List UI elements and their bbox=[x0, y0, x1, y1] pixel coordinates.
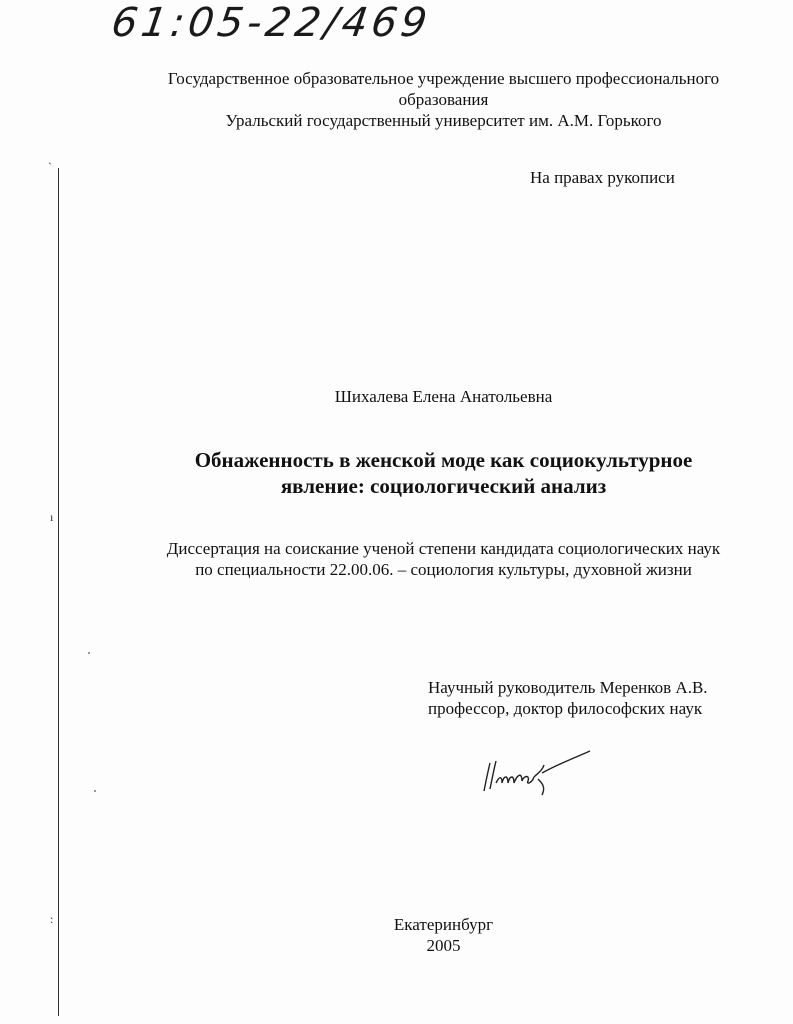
dissertation-description bbox=[47, 538, 793, 580]
author-name-block bbox=[47, 386, 793, 407]
margin-mark-middle: ı bbox=[50, 510, 54, 524]
scan-speck bbox=[94, 790, 96, 792]
dissertation-line-1: Диссертация на соискание ученой степени кандидата социологических наук bbox=[166, 539, 721, 558]
place-and-year bbox=[47, 914, 793, 956]
institution-line-1: Государственное образовательное учреждение высшего профессионального bbox=[167, 69, 720, 88]
supervisor-line-2: профессор, доктор философских наук bbox=[428, 699, 703, 718]
rights-note: На правах рукописи bbox=[530, 168, 675, 187]
supervisor-line-1: Научный руководитель Меренков А.В. bbox=[428, 678, 708, 697]
city: Екатеринбург bbox=[393, 915, 494, 934]
margin-mark-bottom: : bbox=[50, 912, 54, 926]
binding-edge-line bbox=[58, 168, 59, 1016]
supervisor-block bbox=[428, 677, 708, 719]
year: 2005 bbox=[426, 936, 461, 955]
author-signature bbox=[476, 743, 596, 799]
institution-line-3: Уральский государственный университет им. А.М. Горького bbox=[225, 111, 662, 130]
margin-mark-top: ˋ bbox=[48, 160, 52, 174]
institution-line-2: образования bbox=[398, 90, 489, 109]
title-line-2: явление: социологический анализ bbox=[280, 474, 607, 498]
dissertation-line-2: по специальности 22.00.06. – социология культуры, духовной жизни bbox=[195, 560, 692, 579]
title-line-1: Обнаженность в женской моде как социокультурное bbox=[194, 448, 693, 472]
author-name: Шихалева Елена Анатольевна bbox=[334, 387, 553, 406]
institution-block bbox=[47, 68, 793, 131]
catalog-code-handwritten: 61:05-22/469 bbox=[108, 0, 434, 46]
scan-speck bbox=[88, 652, 90, 654]
dissertation-title bbox=[47, 447, 793, 499]
